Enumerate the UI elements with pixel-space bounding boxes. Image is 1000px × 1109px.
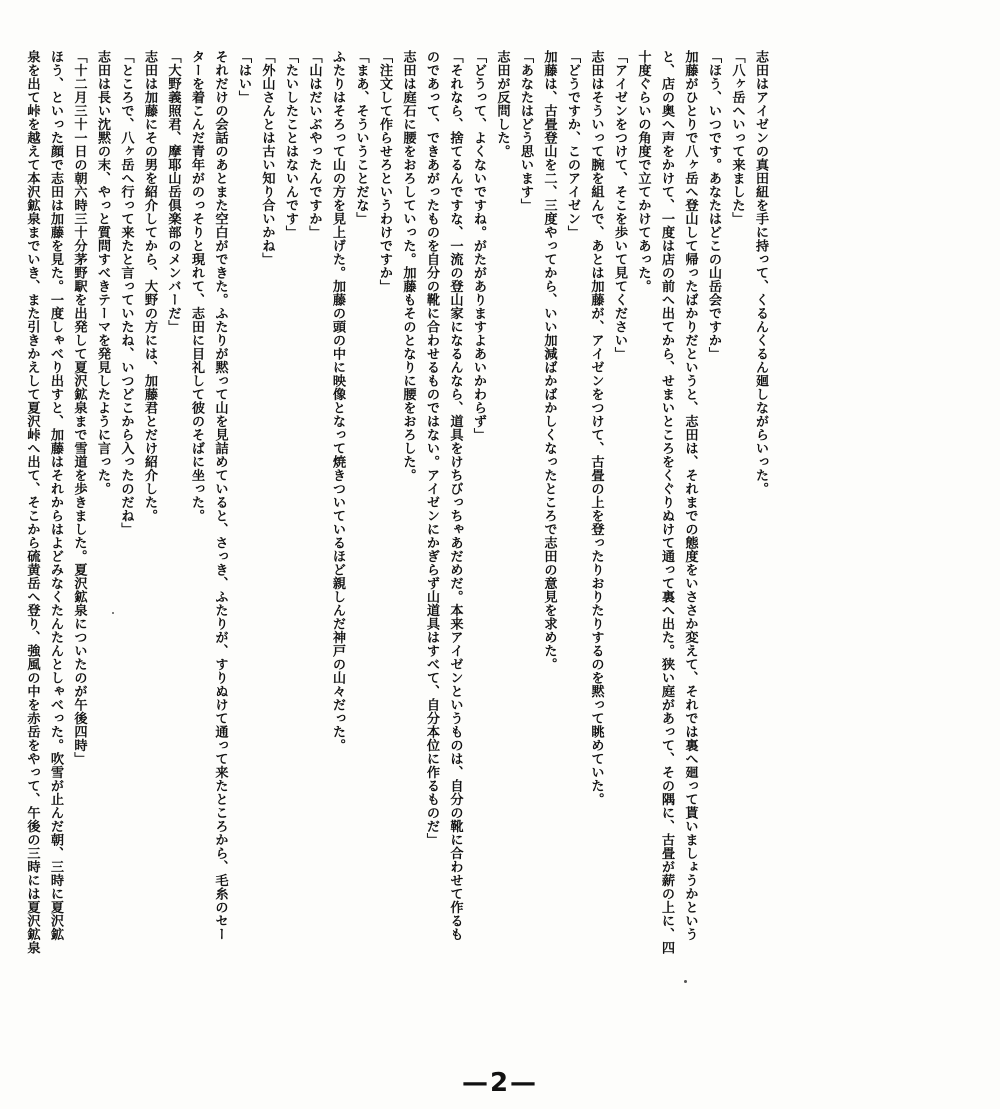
text-column: 「どうですか、このアイゼン」 — [565, 50, 580, 239]
text-column: 「たいしたことはないんです」 — [283, 50, 298, 239]
text-column: 加藤は、古畳登山を二、三度やってから、いい加減ばかばかしくなったところで志田の意見を求めた。 — [541, 50, 557, 671]
text-column: 「ほう、いつです。あなたはどこの山岳会ですか」 — [706, 50, 721, 361]
text-column: のであって、できあがったものを自分の靴に合わせるものではない。アイゼンにかぎらず山道具はすべて、自分本位に作るものだ」 — [424, 50, 439, 847]
text-column: 「山はだいぶやったんですか」 — [306, 50, 322, 239]
text-column: 「外山さんとは古い知り合いかね」 — [259, 50, 275, 266]
text-column: 「それなら、捨てるんですな、一流の登山家になるんなら、道具をけちびっちゃあだめだ。本来アイゼンというものは、自分の靴に合わせて作るも — [447, 50, 463, 941]
text-column: それだけの会話のあとまた空白ができた。ふたりが黙って山を見詰めていると、さっき、ふたりが、すりぬけて通って来たところから、毛糸のセー — [212, 50, 228, 941]
text-column: 「十二月三十一日の朝六時三十分茅野駅を出発して夏沢鉱泉まで雪道を歩きました。夏沢鉱泉についたのが午後四時」 — [71, 50, 87, 766]
text-column: 「八ヶ岳へいって来ました」 — [729, 50, 745, 226]
text-column: 「アイゼンをつけて、そこを歩いて見てください」 — [612, 50, 627, 361]
text-column: 志田は庭石に腰をおろしていった。加藤もそのとなりに腰をおろした。 — [400, 50, 416, 482]
text-column: 加藤がひとりで八ヶ岳へ登山して帰ったばかりだというと、志田は、それまでの態度をいささか変えて、それでは裏へ廻って貰いましょうかという — [682, 50, 698, 941]
text-columns — [20, 50, 772, 1050]
text-column: 十度ぐらいの角度で立てかけてあった。 — [635, 50, 651, 293]
text-column: 志田は加藤にその男を紹介してから、大野の方には、加藤君とだけ紹介した。 — [142, 50, 157, 523]
text-column: 志田はそういって腕を組んで、あとは加藤が、アイゼンをつけて、古畳の上を登ったりおりたりするのを黙って眺めていた。 — [588, 50, 604, 806]
text-column: 泉を出て峠を越えて本沢鉱泉までいき、また引きかえして夏沢峠へ出て、そこから硫黄岳へ登り、強風の中を赤岳をやって、午後の三時には夏沢鉱泉 — [24, 50, 40, 955]
text-column: 志田が反問した。 — [494, 50, 510, 158]
scan-speck — [684, 980, 687, 983]
text-column: 志田はアイゼンの真田紐を手に持って、くるんくるん廻しながらいった。 — [753, 50, 768, 496]
text-column: 「あなたはどう思います」 — [518, 50, 533, 212]
vertical-text-block — [20, 50, 982, 1050]
text-column: 「注文して作らせろというわけですか」 — [377, 50, 392, 293]
text-column: 「まあ、そういうことだな」 — [353, 50, 369, 226]
scan-speck — [112, 612, 114, 614]
text-column: ほう、といった顔で志田は加藤を見た。一度しゃべり出すと、加藤はそれからはよどみなくたんたんとしゃべった。吹雪が止んだ朝、三時に夏沢鉱 — [48, 50, 63, 941]
text-column: ターを着こんだ青年がのっそりと現れて、志田に目礼して彼のそばに坐った。 — [189, 50, 204, 523]
page-number: —2— — [461, 1068, 539, 1098]
text-column: 志田は長い沈黙の末、やっと質問すべきテーマを発見したように言った。 — [95, 50, 110, 496]
text-column: 「大野義照君、摩耶山岳倶楽部のメンバーだ」 — [165, 50, 181, 334]
text-column: ふたりはそろって山の方を見上げた。加藤の頭の中に映像となって焼きついているほど親しんだ神戸の山々だった。 — [330, 50, 345, 752]
text-column: 「はい」 — [236, 50, 251, 104]
text-column: と、店の奥へ声をかけて、一度は店の前へ出てから、せまいところをくぐりぬけて通って裏へ出た。狭い庭があって、その隅に、古畳が薪の上に、四 — [659, 50, 674, 955]
text-column: 「どうって、よくないですね。がたがありますよあいかわらず」 — [471, 50, 486, 442]
text-column: 「ところで、八ヶ岳へ行って来たと言っていたね、いつどこから入ったのだね」 — [118, 50, 134, 536]
